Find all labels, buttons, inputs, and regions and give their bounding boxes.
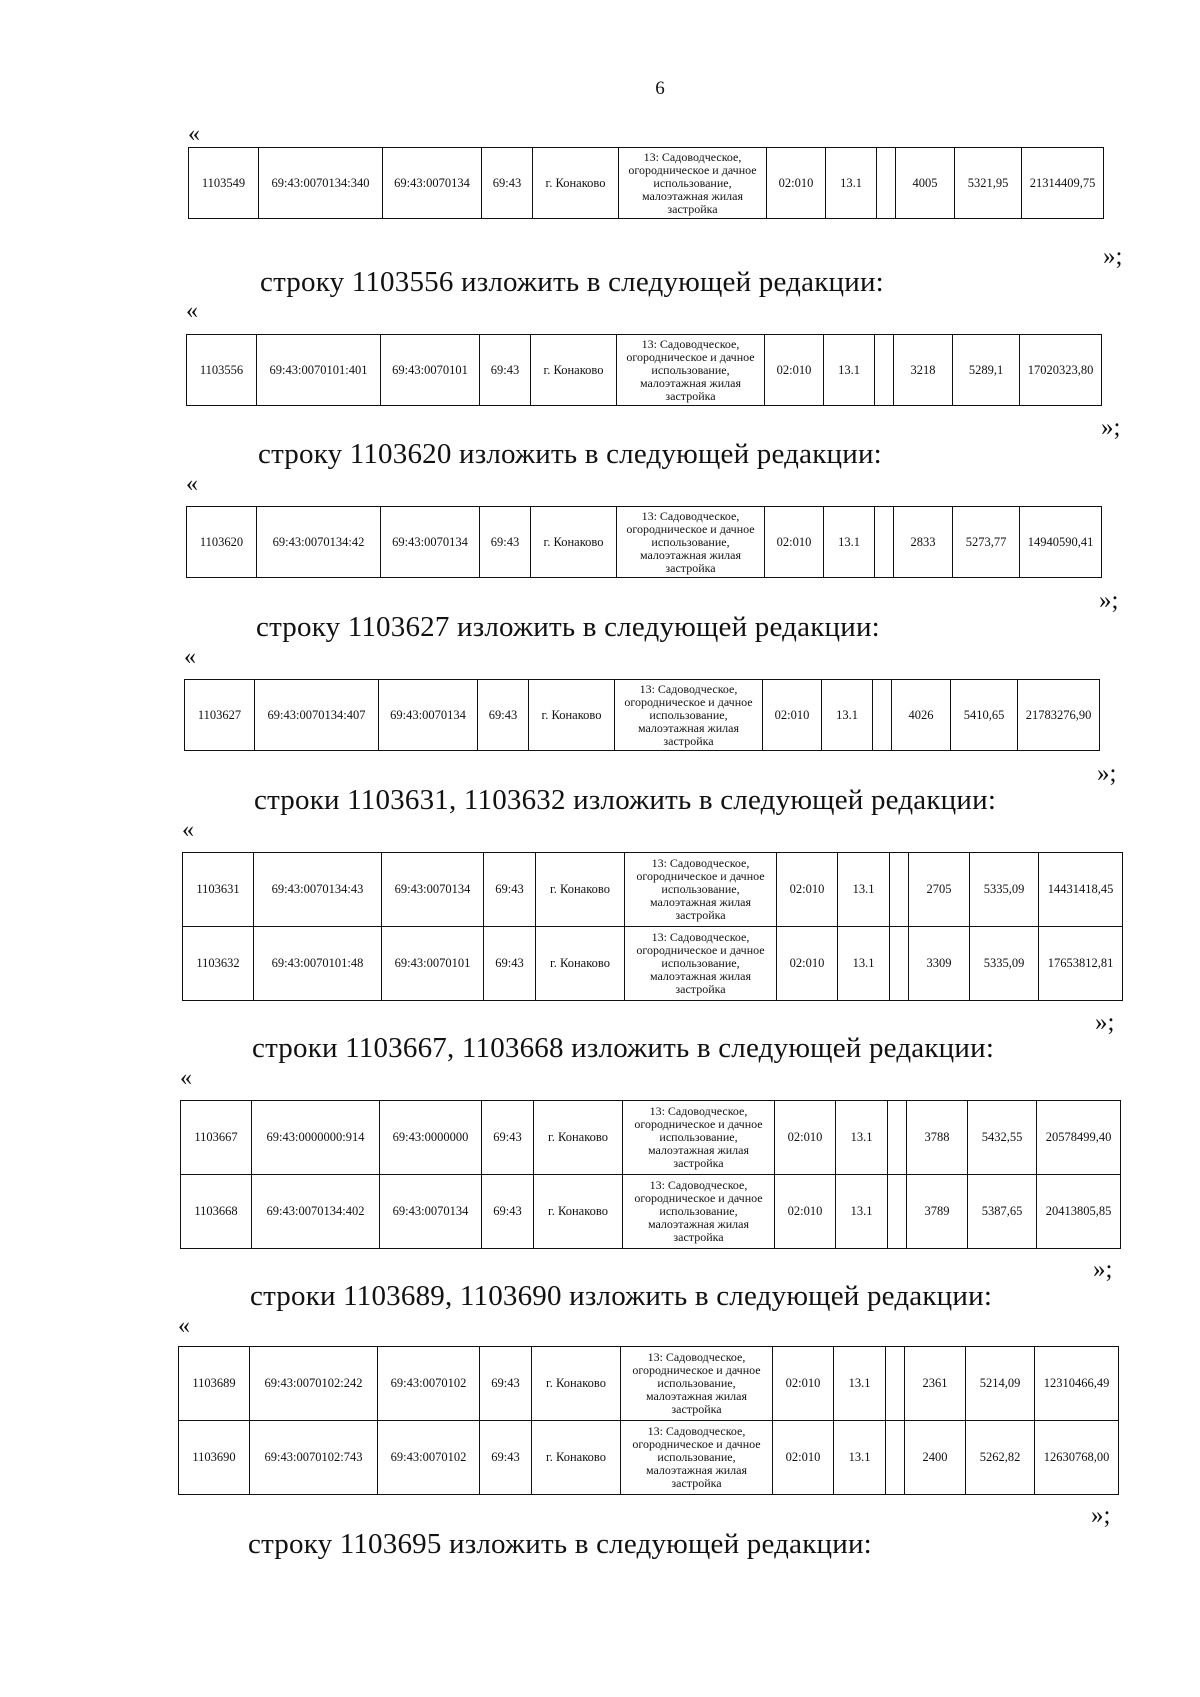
district-cell: 69:43	[484, 927, 536, 1001]
locality-cell: г. Конаково	[529, 680, 615, 751]
cadastral-value-cell: 17653812,81	[1039, 927, 1123, 1001]
land-use-cell: 13: Садоводческое, огородническое и дачное использование, малоэтажная жилая застройка	[625, 853, 777, 927]
land-use-cell: 13: Садоводческое, огородническое и дачное использование, малоэтажная жилая застройка	[619, 148, 767, 219]
cadastral-value-cell: 14940590,41	[1020, 507, 1102, 578]
specific-value-cell: 5262,82	[966, 1421, 1035, 1495]
district-cell: 69:43	[478, 680, 529, 751]
amendment-heading: строку 1103620 изложить в следующей редакции:	[258, 438, 882, 470]
code-cell: 13.1	[824, 507, 875, 578]
opening-quote: «	[186, 471, 198, 497]
specific-value-cell: 5335,09	[970, 853, 1039, 927]
segment-cell: 02:010	[775, 1101, 836, 1175]
area-cell: 2400	[905, 1421, 966, 1495]
opening-quote: «	[186, 298, 198, 324]
record-table	[186, 334, 1102, 406]
table-row	[185, 680, 1100, 751]
amendment-heading: строки 1103631, 1103632 изложить в следующей редакции:	[254, 784, 997, 816]
amendment-heading: строку 1103627 изложить в следующей редакции:	[256, 611, 880, 643]
segment-cell: 02:010	[773, 1421, 834, 1495]
empty-cell	[875, 335, 894, 406]
cadastral-value-cell: 17020323,80	[1020, 335, 1102, 406]
amendment-heading: строки 1103689, 1103690 изложить в следующей редакции:	[250, 1280, 993, 1312]
code-cell: 13.1	[836, 1101, 888, 1175]
table-row	[187, 335, 1102, 406]
segment-cell: 02:010	[773, 1347, 834, 1421]
locality-cell: г. Конаково	[532, 1421, 621, 1495]
opening-quote: «	[180, 1065, 192, 1091]
code-cell: 13.1	[826, 148, 877, 219]
locality-cell: г. Конаково	[534, 1101, 623, 1175]
empty-cell	[890, 853, 909, 927]
locality-cell: г. Конаково	[534, 1175, 623, 1249]
specific-value-cell: 5273,77	[953, 507, 1020, 578]
segment-cell: 02:010	[765, 335, 824, 406]
code-cell: 13.1	[838, 853, 890, 927]
empty-cell	[875, 507, 894, 578]
cadastral-value-cell: 20413805,85	[1037, 1175, 1121, 1249]
table-row	[187, 507, 1102, 578]
locality-cell: г. Конаково	[536, 927, 625, 1001]
empty-cell	[888, 1101, 907, 1175]
cadastral-number-cell: 69:43:0070134:43	[254, 853, 382, 927]
table-row	[181, 1175, 1121, 1249]
row-id-cell: 1103631	[183, 853, 254, 927]
area-cell: 4026	[892, 680, 951, 751]
row-id-cell: 1103667	[181, 1101, 252, 1175]
empty-cell	[886, 1421, 905, 1495]
district-cell: 69:43	[484, 853, 536, 927]
record-table	[188, 147, 1104, 219]
table-row	[179, 1421, 1119, 1495]
quarter-cell: 69:43:0070102	[378, 1347, 480, 1421]
closing-quote: »;	[1097, 760, 1117, 787]
quarter-cell: 69:43:0070101	[382, 927, 484, 1001]
table-row	[181, 1101, 1121, 1175]
cadastral-number-cell: 69:43:0070134:340	[259, 148, 383, 219]
cadastral-number-cell: 69:43:0070102:743	[250, 1421, 378, 1495]
code-cell: 13.1	[834, 1347, 886, 1421]
quarter-cell: 69:43:0070134	[380, 1175, 482, 1249]
cadastral-value-cell: 20578499,40	[1037, 1101, 1121, 1175]
cadastral-value-cell: 12630768,00	[1035, 1421, 1119, 1495]
row-id-cell: 1103627	[185, 680, 255, 751]
table-row	[183, 853, 1123, 927]
area-cell: 3788	[907, 1101, 968, 1175]
locality-cell: г. Конаково	[531, 335, 617, 406]
district-cell: 69:43	[482, 1175, 534, 1249]
land-use-cell: 13: Садоводческое, огородническое и дачное использование, малоэтажная жилая застройка	[621, 1347, 773, 1421]
row-id-cell: 1103620	[187, 507, 257, 578]
opening-quote: «	[178, 1313, 190, 1339]
area-cell: 2361	[905, 1347, 966, 1421]
cadastral-value-cell: 21783276,90	[1018, 680, 1100, 751]
land-use-cell: 13: Садоводческое, огородническое и дачное использование, малоэтажная жилая застройка	[621, 1421, 773, 1495]
specific-value-cell: 5214,09	[966, 1347, 1035, 1421]
cadastral-number-cell: 69:43:0070134:407	[255, 680, 379, 751]
quarter-cell: 69:43:0070101	[381, 335, 480, 406]
cadastral-value-cell: 14431418,45	[1039, 853, 1123, 927]
table-row	[179, 1347, 1119, 1421]
land-use-cell: 13: Садоводческое, огородническое и дачное использование, малоэтажная жилая застройка	[623, 1175, 775, 1249]
district-cell: 69:43	[480, 507, 531, 578]
row-id-cell: 1103668	[181, 1175, 252, 1249]
specific-value-cell: 5410,65	[951, 680, 1018, 751]
code-cell: 13.1	[824, 335, 875, 406]
specific-value-cell: 5432,55	[968, 1101, 1037, 1175]
specific-value-cell: 5321,95	[955, 148, 1022, 219]
page-number: 6	[655, 78, 665, 99]
segment-cell: 02:010	[777, 853, 838, 927]
land-use-cell: 13: Садоводческое, огородническое и дачное использование, малоэтажная жилая застройка	[623, 1101, 775, 1175]
record-table	[178, 1346, 1119, 1495]
district-cell: 69:43	[480, 335, 531, 406]
land-use-cell: 13: Садоводческое, огородническое и дачное использование, малоэтажная жилая застройка	[617, 507, 765, 578]
area-cell: 2705	[909, 853, 970, 927]
area-cell: 3218	[894, 335, 953, 406]
cadastral-number-cell: 69:43:0070102:242	[250, 1347, 378, 1421]
area-cell: 3309	[909, 927, 970, 1001]
record-table	[182, 852, 1123, 1001]
cadastral-number-cell: 69:43:0070101:401	[257, 335, 381, 406]
row-id-cell: 1103632	[183, 927, 254, 1001]
cadastral-number-cell: 69:43:0070101:48	[254, 927, 382, 1001]
specific-value-cell: 5387,65	[968, 1175, 1037, 1249]
locality-cell: г. Конаково	[533, 148, 619, 219]
code-cell: 13.1	[838, 927, 890, 1001]
cadastral-number-cell: 69:43:0000000:914	[252, 1101, 380, 1175]
table-row	[183, 927, 1123, 1001]
area-cell: 4005	[896, 148, 955, 219]
row-id-cell: 1103690	[179, 1421, 250, 1495]
segment-cell: 02:010	[763, 680, 822, 751]
cadastral-value-cell: 12310466,49	[1035, 1347, 1119, 1421]
opening-quote: «	[188, 121, 200, 147]
specific-value-cell: 5335,09	[970, 927, 1039, 1001]
record-table	[184, 679, 1100, 751]
amendment-heading: строку 1103695 изложить в следующей редакции:	[248, 1528, 872, 1560]
empty-cell	[886, 1347, 905, 1421]
cadastral-value-cell: 21314409,75	[1022, 148, 1104, 219]
quarter-cell: 69:43:0070134	[381, 507, 480, 578]
district-cell: 69:43	[480, 1347, 532, 1421]
segment-cell: 02:010	[777, 927, 838, 1001]
cadastral-number-cell: 69:43:0070134:42	[257, 507, 381, 578]
row-id-cell: 1103689	[179, 1347, 250, 1421]
code-cell: 13.1	[834, 1421, 886, 1495]
code-cell: 13.1	[836, 1175, 888, 1249]
quarter-cell: 69:43:0070134	[382, 853, 484, 927]
area-cell: 2833	[894, 507, 953, 578]
specific-value-cell: 5289,1	[953, 335, 1020, 406]
row-id-cell: 1103549	[189, 148, 259, 219]
cadastral-number-cell: 69:43:0070134:402	[252, 1175, 380, 1249]
opening-quote: «	[182, 817, 194, 843]
closing-quote: »;	[1103, 243, 1123, 270]
quarter-cell: 69:43:0070134	[383, 148, 482, 219]
locality-cell: г. Конаково	[536, 853, 625, 927]
closing-quote: »;	[1099, 587, 1119, 614]
closing-quote: »;	[1101, 414, 1121, 441]
land-use-cell: 13: Садоводческое, огородническое и дачное использование, малоэтажная жилая застройка	[617, 335, 765, 406]
land-use-cell: 13: Садоводческое, огородническое и дачное использование, малоэтажная жилая застройка	[625, 927, 777, 1001]
segment-cell: 02:010	[767, 148, 826, 219]
record-table	[186, 506, 1102, 578]
table-row	[189, 148, 1104, 219]
segment-cell: 02:010	[775, 1175, 836, 1249]
empty-cell	[873, 680, 892, 751]
quarter-cell: 69:43:0070134	[379, 680, 478, 751]
closing-quote: »;	[1093, 1256, 1113, 1283]
district-cell: 69:43	[482, 1101, 534, 1175]
quarter-cell: 69:43:0070102	[378, 1421, 480, 1495]
closing-quote: »;	[1095, 1009, 1115, 1036]
district-cell: 69:43	[480, 1421, 532, 1495]
land-use-cell: 13: Садоводческое, огородническое и дачное использование, малоэтажная жилая застройка	[615, 680, 763, 751]
empty-cell	[888, 1175, 907, 1249]
amendment-heading: строку 1103556 изложить в следующей редакции:	[260, 266, 884, 298]
opening-quote: «	[184, 644, 196, 670]
locality-cell: г. Конаково	[532, 1347, 621, 1421]
quarter-cell: 69:43:0000000	[380, 1101, 482, 1175]
district-cell: 69:43	[482, 148, 533, 219]
locality-cell: г. Конаково	[531, 507, 617, 578]
row-id-cell: 1103556	[187, 335, 257, 406]
record-table	[180, 1100, 1121, 1249]
area-cell: 3789	[907, 1175, 968, 1249]
empty-cell	[890, 927, 909, 1001]
empty-cell	[877, 148, 896, 219]
closing-quote: »;	[1091, 1502, 1111, 1529]
code-cell: 13.1	[822, 680, 873, 751]
segment-cell: 02:010	[765, 507, 824, 578]
amendment-heading: строки 1103667, 1103668 изложить в следующей редакции:	[252, 1032, 995, 1064]
